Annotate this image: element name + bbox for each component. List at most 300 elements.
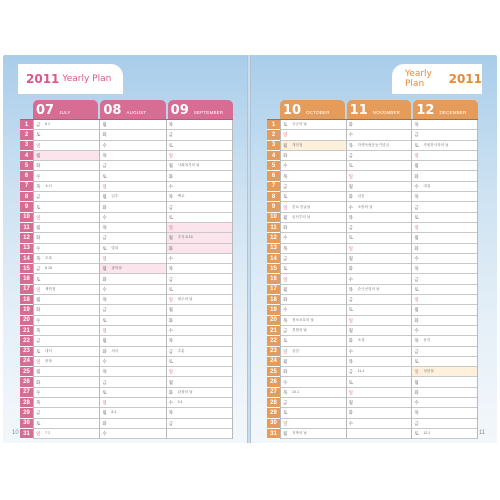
- weekday-label: 수: [283, 235, 288, 241]
- weekday-label: 월: [414, 307, 419, 313]
- weekday-label: 목: [348, 358, 354, 364]
- weekday-label: 화: [102, 132, 107, 138]
- day-cell: [100, 357, 165, 367]
- event-note: 성탄절: [423, 369, 434, 374]
- day-cell: [412, 367, 477, 377]
- day-cell: [100, 254, 165, 264]
- day-cell: [34, 357, 99, 367]
- day-cell: [34, 408, 99, 418]
- event-note: 국군의 날: [292, 122, 307, 127]
- weekday-label: 수: [102, 142, 107, 148]
- weekday-label: 수: [283, 163, 288, 169]
- weekday-label: 금: [348, 369, 354, 375]
- day-cell: [281, 233, 346, 243]
- day-cell: [34, 161, 99, 171]
- month-number: 11: [349, 103, 368, 118]
- weekday-label: 토: [414, 286, 419, 292]
- weekday-label: 수: [168, 400, 174, 406]
- event-note: 소설: [357, 338, 365, 343]
- weekday-label: 금: [102, 235, 107, 241]
- day-cell: [34, 202, 99, 212]
- right-title-label: Yearly Plan: [405, 69, 432, 89]
- day-cell: [347, 182, 412, 192]
- day-cell: [281, 388, 346, 398]
- day-number: 5: [267, 161, 280, 171]
- event-note: 9.1: [177, 400, 183, 405]
- day-cell: [100, 244, 165, 254]
- day-number: 14: [20, 254, 33, 264]
- day-cell: [100, 326, 165, 336]
- weekday-label: 월: [102, 122, 107, 128]
- day-cell: [347, 326, 412, 336]
- day-cell: [167, 377, 232, 387]
- weekday-label: 일: [348, 173, 354, 179]
- weekday-label: 월: [283, 431, 288, 437]
- day-cell: [281, 151, 346, 161]
- day-cell: [34, 233, 99, 243]
- day-cell: [281, 274, 346, 284]
- weekday-label: 월: [348, 256, 354, 261]
- day-cell: [167, 213, 232, 223]
- event-note: 저축의 날: [292, 431, 307, 436]
- day-cell: [281, 336, 346, 346]
- day-cell: [100, 161, 165, 171]
- day-number: 26: [267, 377, 280, 387]
- event-note: 자원봉사자의 날: [423, 142, 449, 147]
- weekday-label: 금: [168, 132, 174, 138]
- weekday-label: 목: [414, 410, 419, 416]
- month-column: [411, 120, 478, 439]
- day-number: 1: [20, 120, 33, 130]
- weekday-label: 월: [36, 153, 41, 159]
- left-calendar-grid: [20, 119, 233, 439]
- day-cell: [281, 398, 346, 408]
- weekday-label: 화: [348, 194, 354, 200]
- day-cell: [167, 367, 232, 377]
- day-cell: [281, 285, 346, 295]
- weekday-label: 일: [36, 358, 41, 364]
- day-number: 6: [20, 171, 33, 181]
- weekday-label: 일: [168, 369, 174, 375]
- weekday-label: 토: [283, 194, 288, 200]
- day-number: 11: [20, 223, 33, 233]
- weekday-label: 목: [283, 173, 288, 179]
- weekday-label: 화: [102, 348, 107, 354]
- weekday-label: 금: [36, 410, 41, 416]
- day-cell: [167, 388, 232, 398]
- day-cell: [281, 141, 346, 151]
- day-cell: [347, 151, 412, 161]
- month-column: [280, 120, 346, 439]
- weekday-label: 수: [102, 431, 107, 437]
- day-number: 27: [267, 388, 280, 398]
- weekday-label: 일: [283, 420, 288, 426]
- weekday-label: 일: [102, 183, 107, 189]
- weekday-label: 토: [168, 214, 174, 220]
- day-cell: [167, 408, 232, 418]
- weekday-label: 토: [102, 317, 107, 323]
- weekday-label: 금: [36, 122, 41, 128]
- day-number: 13: [267, 244, 280, 254]
- day-number: 15: [267, 264, 280, 274]
- day-number: 4: [20, 151, 33, 161]
- weekday-label: 목: [36, 256, 41, 261]
- day-cell: [167, 223, 232, 233]
- day-cell: [347, 274, 412, 284]
- weekday-label: 일: [168, 225, 174, 231]
- day-number: 16: [267, 274, 280, 284]
- day-cell: [347, 120, 412, 130]
- day-cell: [347, 357, 412, 367]
- weekday-label: 일: [102, 328, 107, 334]
- day-cell: [412, 192, 477, 202]
- day-cell: [412, 305, 477, 315]
- weekday-label: 화: [36, 235, 41, 241]
- weekday-label: 일: [283, 348, 288, 354]
- day-cell: [34, 171, 99, 181]
- day-cell: [34, 130, 99, 140]
- weekday-label: 월: [348, 400, 354, 406]
- month-name: AUGUST: [126, 110, 147, 115]
- month-header: [413, 100, 478, 119]
- event-note: 철도의 날: [177, 297, 193, 302]
- weekday-label: 목: [102, 369, 107, 375]
- weekday-label: 토: [414, 214, 419, 220]
- weekday-label: 화: [168, 245, 174, 251]
- weekday-label: 월: [102, 338, 107, 344]
- weekday-label: 수: [102, 358, 107, 364]
- weekday-label: 화: [168, 173, 174, 179]
- weekday-label: 수: [348, 276, 354, 282]
- day-number: 22: [267, 336, 280, 346]
- weekday-label: 목: [168, 122, 174, 128]
- day-number: 19: [267, 305, 280, 315]
- day-cell: [412, 357, 477, 367]
- event-note: 제헌절: [45, 286, 56, 291]
- day-cell: [100, 192, 165, 202]
- event-note: 상강: [292, 348, 299, 353]
- day-cell: [167, 316, 232, 326]
- day-cell: [412, 213, 477, 223]
- day-cell: [34, 305, 99, 315]
- day-cell: [412, 316, 477, 326]
- day-number: 21: [267, 326, 280, 336]
- day-cell: [347, 316, 412, 326]
- weekday-label: 토: [283, 122, 288, 128]
- day-cell: [100, 295, 165, 305]
- day-cell: [167, 192, 232, 202]
- day-number: 2: [267, 130, 280, 140]
- day-cell: [100, 316, 165, 326]
- day-cell: [34, 223, 99, 233]
- day-cell: [412, 419, 477, 429]
- right-title-tab: [392, 64, 482, 94]
- weekday-label: 금: [283, 328, 288, 334]
- weekday-label: 수: [36, 389, 41, 395]
- day-cell: [34, 367, 99, 377]
- day-cell: [167, 161, 232, 171]
- weekday-label: 수: [414, 256, 419, 261]
- weekday-label: 목: [36, 400, 41, 406]
- day-cell: [100, 223, 165, 233]
- day-number: 18: [20, 295, 33, 305]
- day-cell: [34, 336, 99, 346]
- day-cell: [100, 336, 165, 346]
- weekday-label: 토: [102, 173, 107, 179]
- weekday-label: 화: [168, 317, 174, 323]
- day-number: 2: [20, 130, 33, 140]
- day-cell: [100, 233, 165, 243]
- event-note: 입동: [357, 194, 365, 199]
- day-cell: [412, 130, 477, 140]
- weekday-label: 월: [168, 163, 174, 169]
- weekday-label: 수: [36, 173, 41, 179]
- weekday-label: 토: [283, 410, 288, 416]
- day-cell: [347, 223, 412, 233]
- weekday-label: 수: [348, 132, 354, 138]
- day-number: 24: [20, 357, 33, 367]
- weekday-label: 금: [102, 307, 107, 313]
- weekday-label: 목: [168, 194, 174, 200]
- weekday-label: 일: [102, 256, 107, 261]
- day-cell: [281, 254, 346, 264]
- day-number: 13: [20, 244, 33, 254]
- right-calendar-grid: [267, 119, 478, 439]
- weekday-label: 수: [102, 214, 107, 220]
- event-note: 8.1: [111, 410, 117, 415]
- day-cell: [100, 151, 165, 161]
- weekday-label: 목: [168, 410, 174, 416]
- weekday-label: 월: [283, 214, 288, 220]
- day-number: 31: [267, 429, 280, 439]
- day-cell: [100, 305, 165, 315]
- day-number: 18: [267, 295, 280, 305]
- month-header: [280, 100, 345, 119]
- weekday-label: 화: [414, 317, 419, 323]
- weekday-label: 목: [414, 194, 419, 200]
- weekday-label: 화: [102, 204, 107, 210]
- day-number: 8: [267, 192, 280, 202]
- weekday-label: 토: [348, 307, 354, 313]
- weekday-label: 일: [348, 389, 354, 395]
- day-cell: [281, 347, 346, 357]
- day-cell: [167, 347, 232, 357]
- day-cell: [412, 285, 477, 295]
- day-cell: [34, 316, 99, 326]
- left-title-tab: [18, 64, 123, 94]
- month-header: [100, 100, 165, 119]
- day-cell: [34, 141, 99, 151]
- weekday-label: 월: [414, 163, 419, 169]
- weekday-label: 수: [414, 328, 419, 334]
- day-cell: [34, 295, 99, 305]
- day-cell: [347, 264, 412, 274]
- day-cell: [167, 120, 232, 130]
- day-cell: [167, 182, 232, 192]
- day-cell: [167, 429, 232, 439]
- weekday-label: 목: [348, 286, 354, 292]
- weekday-label: 월: [283, 142, 288, 148]
- day-cell: [34, 419, 99, 429]
- day-cell: [412, 377, 477, 387]
- weekday-label: 화: [414, 173, 419, 179]
- weekday-label: 토: [168, 142, 174, 148]
- month-name: SEPTEMBER: [193, 110, 224, 115]
- day-number: 28: [267, 398, 280, 408]
- day-cell: [347, 202, 412, 212]
- day-cell: [167, 233, 232, 243]
- weekday-label: 금: [283, 400, 288, 406]
- day-number: 4: [267, 151, 280, 161]
- day-cell: [412, 295, 477, 305]
- day-cell: [34, 285, 99, 295]
- day-number: 12: [267, 233, 280, 243]
- day-cell: [167, 305, 232, 315]
- day-cell: [412, 254, 477, 264]
- weekday-label: 토: [348, 235, 354, 241]
- day-cell: [34, 254, 99, 264]
- weekday-label: 수: [348, 204, 354, 210]
- left-title-label: Yearly Plan: [62, 74, 112, 84]
- day-cell: [167, 357, 232, 367]
- event-note: 12.1: [423, 431, 431, 436]
- day-cell: [347, 161, 412, 171]
- event-note: 대서: [45, 348, 52, 353]
- weekday-label: 목: [36, 183, 41, 189]
- day-cell: [167, 295, 232, 305]
- day-number: 26: [20, 377, 33, 387]
- day-number: 9: [20, 202, 33, 212]
- month-number: 08: [103, 103, 122, 118]
- day-cell: [347, 305, 412, 315]
- event-note: 경찰의 날: [292, 328, 307, 333]
- day-cell: [167, 398, 232, 408]
- day-cell: [281, 408, 346, 418]
- weekday-label: 화: [36, 307, 41, 313]
- day-cell: [281, 419, 346, 429]
- day-cell: [281, 377, 346, 387]
- weekday-label: 일: [414, 297, 419, 303]
- day-cell: [347, 419, 412, 429]
- day-number: 15: [20, 264, 33, 274]
- weekday-label: 수: [102, 286, 107, 292]
- day-cell: [347, 295, 412, 305]
- day-number: 7: [20, 182, 33, 192]
- weekday-label: 목: [102, 225, 107, 231]
- weekday-label: 목: [102, 297, 107, 303]
- event-note: 10.1: [292, 389, 299, 394]
- event-note: 처서: [111, 348, 119, 353]
- weekday-label: 월: [168, 235, 174, 241]
- day-number: 8: [20, 192, 33, 202]
- day-cell: [167, 171, 232, 181]
- weekday-label: 토: [414, 358, 419, 364]
- event-note: 소서: [45, 183, 52, 188]
- weekday-label: 월: [168, 307, 174, 313]
- left-day-number-column: [20, 120, 33, 439]
- weekday-label: 토: [168, 286, 174, 292]
- day-cell: [347, 367, 412, 377]
- day-cell: [167, 244, 232, 254]
- day-cell: [412, 264, 477, 274]
- right-page-number: 11: [479, 430, 486, 436]
- day-cell: [281, 326, 346, 336]
- event-note: 대설: [423, 183, 431, 188]
- weekday-label: 월: [283, 358, 288, 364]
- weekday-label: 일: [348, 245, 354, 251]
- day-cell: [281, 367, 346, 377]
- day-cell: [167, 285, 232, 295]
- day-cell: [167, 274, 232, 284]
- day-cell: [281, 182, 346, 192]
- weekday-label: 일: [36, 286, 41, 292]
- day-cell: [281, 295, 346, 305]
- weekday-label: 월: [102, 194, 107, 200]
- day-number: 10: [267, 213, 280, 223]
- weekday-label: 화: [36, 163, 41, 169]
- day-cell: [100, 377, 165, 387]
- day-cell: [281, 357, 346, 367]
- weekday-label: 일: [168, 297, 174, 303]
- day-cell: [412, 244, 477, 254]
- day-cell: [281, 192, 346, 202]
- day-cell: [347, 398, 412, 408]
- day-cell: [100, 141, 165, 151]
- day-cell: [347, 377, 412, 387]
- month-column: [99, 120, 165, 439]
- month-name: NOVEMBER: [372, 110, 401, 115]
- month-column: [346, 120, 412, 439]
- day-cell: [281, 264, 346, 274]
- weekday-label: 토: [414, 431, 419, 437]
- day-number: 29: [267, 408, 280, 418]
- event-note: 동지: [423, 338, 431, 343]
- event-note: 순국선열의 날: [357, 286, 380, 291]
- day-cell: [34, 244, 99, 254]
- weekday-label: 수: [168, 328, 174, 334]
- day-number: 7: [267, 182, 280, 192]
- weekday-label: 금: [414, 420, 419, 426]
- day-cell: [281, 244, 346, 254]
- day-number: 30: [267, 419, 280, 429]
- day-cell: [100, 264, 165, 274]
- day-cell: [347, 254, 412, 264]
- weekday-label: 금: [168, 276, 174, 282]
- left-month-headers: [33, 100, 233, 119]
- event-note: 6.1: [45, 122, 50, 127]
- day-cell: [412, 171, 477, 181]
- weekday-label: 금: [168, 204, 174, 210]
- weekday-label: 월: [102, 266, 107, 272]
- day-number: 3: [267, 141, 280, 151]
- event-note: 6.15: [45, 266, 52, 271]
- day-cell: [167, 254, 232, 264]
- month-name: DECEMBER: [439, 110, 467, 115]
- day-cell: [412, 233, 477, 243]
- weekday-label: 화: [414, 245, 419, 251]
- weekday-label: 월: [348, 183, 354, 189]
- day-cell: [412, 326, 477, 336]
- weekday-label: 화: [36, 379, 41, 385]
- weekday-label: 금: [283, 183, 288, 189]
- weekday-label: 화: [102, 276, 107, 282]
- weekday-label: 토: [283, 338, 288, 344]
- day-number: 9: [267, 202, 280, 212]
- weekday-label: 월: [36, 369, 41, 375]
- weekday-label: 일: [36, 142, 41, 148]
- day-cell: [412, 202, 477, 212]
- day-cell: [100, 419, 165, 429]
